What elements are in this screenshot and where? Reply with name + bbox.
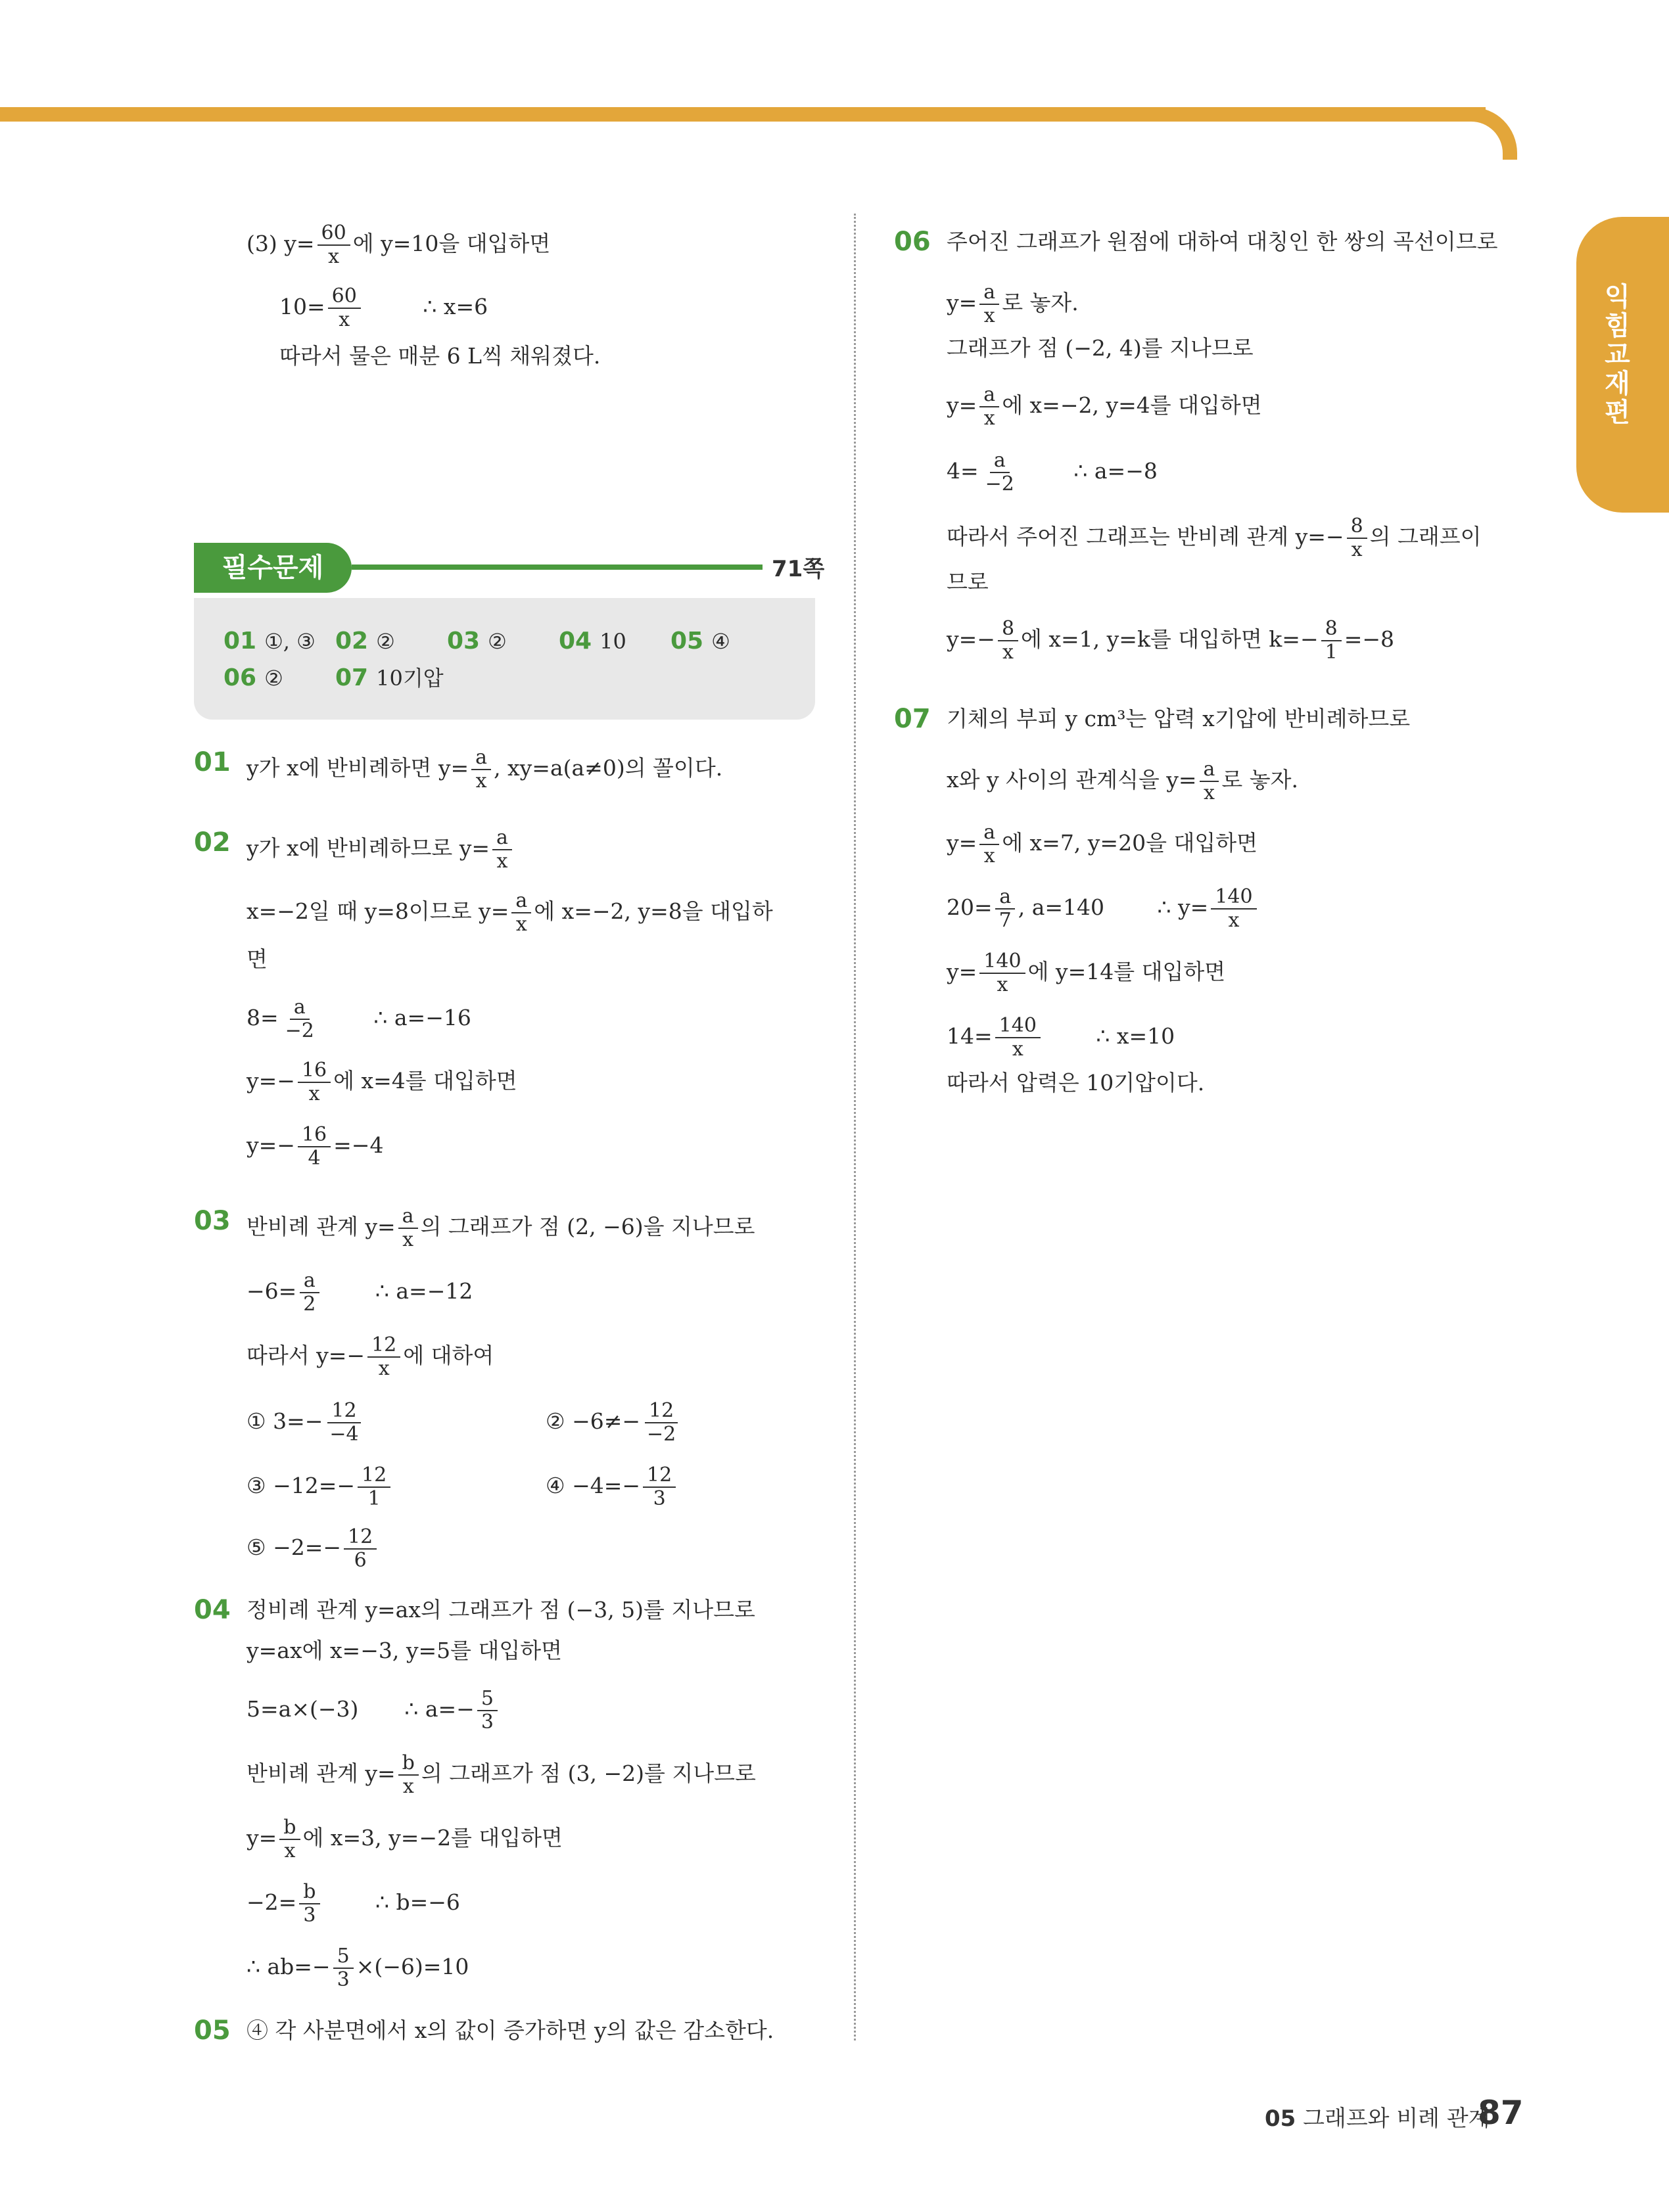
- answer-box: [194, 598, 815, 720]
- solution-03-line2: −6= $\frac{a}{2}$ ∴ a=−12: [247, 1269, 473, 1316]
- solution-02-line2: x=−2일 때 y=8이므로 y= $\frac{a}{x}$ 에 x=−2, y=8을 대입하: [247, 889, 773, 936]
- option-4: ④ −4=− $\frac{12}{3}$: [546, 1464, 678, 1510]
- option-2: ② −6≠− $\frac{12}{-2}$: [546, 1400, 682, 1446]
- solution-number-02: 02: [194, 827, 231, 858]
- option-3: ③ −12=− $\frac{12}{1}$: [247, 1464, 393, 1510]
- solution-04-line1: 정비례 관계 y=ax의 그래프가 점 (−3, 5)를 지나므로: [247, 1597, 755, 1623]
- answer-02: 02 ②: [335, 628, 395, 655]
- solution-03-line3: 따라서 y=− $\frac{12}{x}$ 에 대하여: [247, 1333, 494, 1380]
- solution-02-line3: 면: [247, 946, 268, 972]
- solution-number-04: 04: [194, 1595, 231, 1625]
- section-tag: 필수문제: [194, 543, 352, 593]
- solution-06-line3: 그래프가 점 (−2, 4)를 지나므로: [947, 335, 1254, 361]
- solution-number-01: 01: [194, 747, 231, 777]
- solution-07-line2: x와 y 사이의 관계식을 y= $\frac{a}{x}$ 로 놓자.: [947, 758, 1299, 804]
- solution-04-line2: y=ax에 x=−3, y=5를 대입하면: [247, 1638, 563, 1663]
- solution-06-line2: y= $\frac{a}{x}$ 로 놓자.: [947, 281, 1079, 327]
- solution-04-line4: 반비례 관계 y= $\frac{b}{x}$ 의 그래프가 점 (3, −2)를 지나므로: [247, 1751, 756, 1798]
- answer-07: 07 10기압: [335, 664, 444, 691]
- footer-chapter: 05 그래프와 비례 관계: [1265, 2106, 1490, 2132]
- option-5: ⑤ −2=− $\frac{12}{6}$: [247, 1526, 379, 1572]
- p3-line3: 따라서 물은 매분 6 L씩 채워졌다.: [279, 343, 601, 369]
- solution-02-line5: y=− $\frac{16}{x}$ 에 x=4를 대입하면: [247, 1059, 517, 1105]
- solution-03-line1: 반비례 관계 y= $\frac{a}{x}$ 의 그래프가 점 (2, −6)을 지나므로: [247, 1205, 755, 1251]
- solution-01: y가 x에 반비례하면 y= $\frac{a}{x}$ , xy=a(a≠0)의 꼴이다.: [247, 746, 723, 793]
- solution-06-line6: 따라서 주어진 그래프는 반비례 관계 y=− $\frac{8}{x}$ 의 그래프이: [947, 515, 1482, 561]
- solution-06-line5: 4= $\frac{a}{-2}$ ∴ a=−8: [947, 449, 1158, 495]
- p3-line1: (3) y= $\frac{60}{x}$ 에 y=10을 대입하면: [247, 221, 551, 268]
- side-tab-label: 익힘교재편: [1600, 283, 1630, 427]
- solution-04-line5: y= $\frac{b}{x}$ 에 x=3, y=−2를 대입하면: [247, 1816, 563, 1862]
- solution-04-line3: 5=a×(−3) ∴ a=− $\frac{5}{3}$: [247, 1688, 500, 1734]
- top-bar: [0, 107, 1486, 122]
- answer-05: 05 ④: [670, 628, 730, 655]
- solution-07-line6: 14= $\frac{140}{x}$ ∴ x=10: [947, 1014, 1175, 1061]
- solution-02-line4: 8= $\frac{a}{-2}$ ∴ a=−16: [247, 996, 471, 1042]
- solution-04-line6: −2= $\frac{b}{3}$ ∴ b=−6: [247, 1880, 460, 1927]
- answer-03: 03 ②: [447, 628, 507, 655]
- solution-06-line1: 주어진 그래프가 원점에 대하여 대칭인 한 쌍의 곡선이므로: [947, 229, 1498, 254]
- solution-number-06: 06: [894, 227, 931, 257]
- solution-number-07: 07: [894, 704, 931, 734]
- solution-07-line7: 따라서 압력은 10기압이다.: [947, 1070, 1205, 1095]
- section-rule: [352, 565, 763, 570]
- solution-02-line6: y=− $\frac{16}{4}$ =−4: [247, 1123, 384, 1170]
- solution-07-line5: y= $\frac{140}{x}$ 에 y=14를 대입하면: [947, 950, 1226, 996]
- answer-04: 04 10: [559, 628, 626, 655]
- solution-06-line7: 므로: [947, 569, 989, 595]
- p3-line2: 10= $\frac{60}{x}$ ∴ x=6: [279, 285, 488, 331]
- answer-01: 01 ①, ③: [223, 628, 316, 655]
- option-1: ① 3=− $\frac{12}{-4}$: [247, 1400, 365, 1446]
- answer-06: 06 ②: [223, 664, 283, 691]
- solution-05: ④ 각 사분면에서 x의 값이 증가하면 y의 값은 감소한다.: [247, 2017, 774, 2043]
- solution-06-line8: y=− $\frac{8}{x}$ 에 x=1, y=k를 대입하면 k=− $\frac{8}{1}$ =−8: [947, 617, 1394, 664]
- section-page: 71쪽: [772, 556, 825, 582]
- solution-07-line3: y= $\frac{a}{x}$ 에 x=7, y=20을 대입하면: [947, 821, 1258, 867]
- column-divider: [854, 214, 856, 2040]
- solution-07-line4: 20= $\frac{a}{7}$ , a=140 ∴ y= $\frac{140}{x}$: [947, 886, 1259, 932]
- solution-number-03: 03: [194, 1206, 231, 1236]
- solution-02-line1: y가 x에 반비례하므로 y= $\frac{a}{x}$: [247, 827, 515, 873]
- solution-07-line1: 기체의 부피 y cm³는 압력 x기압에 반비례하므로: [947, 706, 1411, 731]
- solution-06-line4: y= $\frac{a}{x}$ 에 x=−2, y=4를 대입하면: [947, 383, 1262, 430]
- page-number: 87: [1478, 2094, 1524, 2132]
- solution-04-line7: ∴ ab=− $\frac{5}{3}$ ×(−6)=10: [247, 1945, 469, 1991]
- top-bar-curve: [1433, 107, 1517, 160]
- solution-number-05: 05: [194, 2016, 231, 2046]
